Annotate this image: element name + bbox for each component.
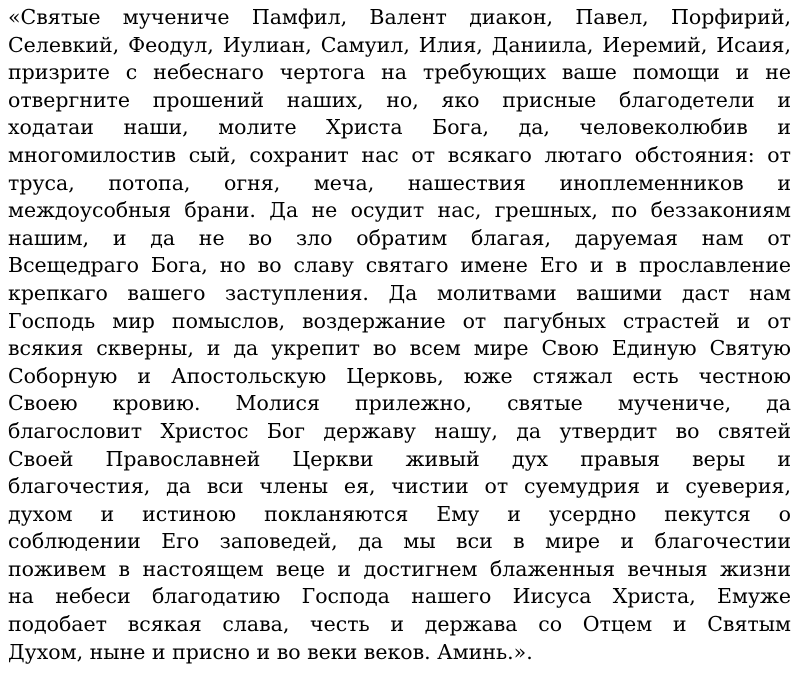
text-line: всякия скверны, и да укрепит во всем мире Свою Единую Святую <box>8 336 791 361</box>
text-line: на небеси благодатию Господа нашего Иисуса Христа, Емуже <box>8 584 791 609</box>
text-line: Своею кровию. Молися прилежно, святые мучениче, да <box>8 391 791 416</box>
text-line: труса, потопа, огня, меча, нашествия иноплеменников и <box>8 170 791 195</box>
text-line: благословит Христос Бог державу нашу, да утвердит во святей <box>8 418 791 443</box>
text-line: соблюдении Его заповедей, да мы вси в мире и благочестии <box>8 529 791 554</box>
text-line: отвергните прошений наших, но, яко присные благодетели и <box>8 87 791 112</box>
text-line: ходатаи наши, молите Христа Бога, да, человеколюбив и <box>8 115 791 140</box>
text-line: призрите с небеснаго чертога на требующих ваше помощи и не <box>8 60 791 85</box>
text-line: благочестия, да вси члены ея, чистии от суемудрия и суеверия, <box>8 474 791 499</box>
text-line: Селевкий, Феодул, Иулиан, Самуил, Илия, Даниила, Иеремий, Исаия, <box>8 32 791 57</box>
text-line: поживем в настоящем веце и достигнем блаженныя вечныя жизни <box>8 556 791 581</box>
text-line: подобает всякая слава, честь и держава со Отцем и Святым <box>8 612 791 637</box>
text-line: междоусобныя брани. Да не осудит нас, грешных, по беззакониям <box>8 198 791 223</box>
text-line: Всещедраго Бога, но во славу святаго имене Его и в прославление <box>8 253 791 278</box>
text-line: нашим, и да не во зло обратим благая, даруемая нам от <box>8 225 791 250</box>
text-line: многомилостив сый, сохранит нас от всякаго лютаго обстояния: от <box>8 142 791 167</box>
text-line: крепкаго вашего заступления. Да молитвами вашими даст нам <box>8 280 791 305</box>
text-line: Господь мир помыслов, воздержание от пагубных страстей и от <box>8 308 791 333</box>
text-line: «Святые мучениче Памфил, Валент диакон, Павел, Порфирий, <box>8 5 791 29</box>
text-line: Своей Православней Церкви живый дух правыя веры и <box>8 446 791 471</box>
text-line-last: Духом, ныне и присно и во веки веков. Аминь.». <box>8 639 533 664</box>
text-line: духом и истиною покланяются Ему и усердно пекутся о <box>8 501 791 526</box>
text-line: Соборную и Апостольскую Церковь, юже стяжал есть честною <box>8 363 791 388</box>
